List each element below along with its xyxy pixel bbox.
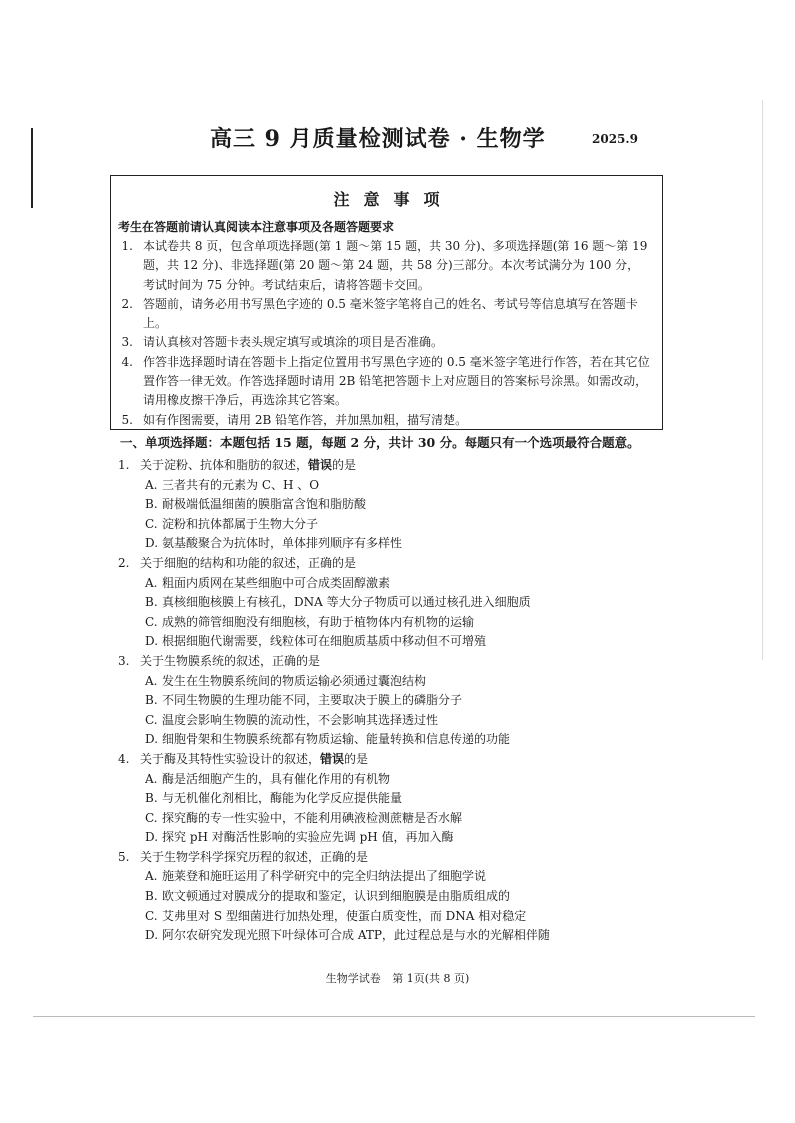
option-a: A. 粗面内质网在某些细胞中可合成类固醇激素 [145, 575, 391, 590]
question-list [118, 456, 678, 946]
exam-title: 高三 9 月质量检测试卷 · 生物学 [210, 126, 546, 152]
notice-item-number: 4. [121, 354, 133, 369]
emphasis-text: 错误 [320, 751, 345, 766]
question-text: 关于生物膜系统的叙述，正确的是 [140, 653, 321, 668]
option-d: D. 阿尔农研究发现光照下叶绿体可合成 ATP，此过程总是与水的光解相伴随 [145, 928, 550, 943]
emphasis-text: 错误 [308, 458, 333, 472]
notice-item [111, 237, 662, 295]
option-b: B. 真核细胞核膜上有核孔，DNA 等大分子物质可以通过核孔进入细胞质 [145, 595, 531, 610]
notice-intro: 考生在答题前请认真阅读本注意事项及各题答题要求 [118, 220, 395, 234]
footer-page-number: 第 1页(共 8 页) [392, 972, 470, 985]
option-b: B. 与无机催化剂相比，酶能为化学反应提供能量 [145, 791, 403, 806]
option-b: B. 欧文顿通过对膜成分的提取和鉴定，认识到细胞膜是由脂质组成的 [145, 889, 511, 904]
option-d: D. 氨基酸聚合为抗体时，单体排列顺序有多样性 [145, 536, 403, 551]
scan-edge-line [762, 100, 763, 660]
page-footer [0, 970, 795, 986]
option-b: B. 耐极端低温细菌的膜脂富含饱和脂肪酸 [145, 497, 367, 512]
option-c: C. 探究酶的专一性实验中，不能利用碘液检测蔗糖是否水解 [145, 810, 463, 825]
notice-item [111, 411, 662, 430]
footer-subject: 生物学试卷 [325, 972, 381, 985]
question-number: 4. [118, 751, 130, 766]
section-heading: 一、单项选择题：本题包括 15 题，每题 2 分，共计 30 分。每题只有一个选项最符合题意。 [120, 435, 640, 450]
question-number: 5. [118, 849, 130, 864]
question-stem [118, 750, 678, 770]
option-a: A. 三者共有的元素为 C、H 、O [145, 477, 320, 492]
notice-heading: 注意事项 [333, 190, 454, 209]
question-number: 3. [118, 653, 130, 668]
notice-item [111, 295, 662, 334]
option-a: A. 酶是活细胞产生的，具有催化作用的有机物 [145, 771, 391, 786]
notice-item-number: 1. [121, 239, 133, 253]
title-row [0, 122, 795, 158]
question-text: 关于生物学科学探究历程的叙述，正确的是 [140, 849, 369, 864]
notice-item-text: 本试卷共 8 页，包含单项选择题(第 1 题～第 15 题，共 30 分)、多项选择题(第 16 题～第 19 题，共 12 分)、非选择题(第 20 题～第 24 题，共 58 分)三部分。本次考试满分为 100 分，考试时间为 75 分钟。考试结束后，请将答题卡交回。 [143, 239, 648, 292]
option-a: A. 施莱登和施旺运用了科学研究中的完全归纳法提出了细胞学说 [145, 869, 487, 884]
question [118, 554, 678, 652]
exam-date: 2025.9 [592, 132, 638, 146]
notice-item-number: 3. [121, 335, 133, 350]
option-d: D. 细胞骨架和生物膜系统都有物质运输、能量转换和信息传递的功能 [145, 732, 511, 747]
notice-item [111, 353, 662, 411]
notice-item-text: 答题前，请务必用书写黑色字迹的 0.5 毫米签字笔将自己的姓名、考试号等信息填写在答题卡上。 [143, 296, 638, 331]
question-number: 2. [118, 555, 130, 570]
notice-item-text: 作答非选择题时请在答题卡上指定位置用书写黑色字迹的 0.5 毫米签字笔进行作答，若在其它位置作答一律无效。作答选择题时请用 2B 铅笔把答题卡上对应题目的答案标号涂黑。如需改动，请用橡皮擦干净后，再选涂其它答案。 [143, 354, 650, 408]
notice-item-number: 5. [121, 412, 133, 427]
question-stem [118, 652, 678, 672]
question-stem [118, 456, 678, 476]
option-a: A. 发生在生物膜系统间的物质运输必须通过囊泡结构 [145, 673, 427, 688]
question-text: 关于细胞的结构和功能的叙述，正确的是 [140, 555, 357, 570]
question-number: 1. [118, 458, 130, 472]
notice-item-number: 2. [121, 296, 133, 311]
question [118, 848, 678, 946]
question-text: 关于淀粉、抗体和脂肪的叙述，错误的是 [140, 458, 357, 472]
question-stem [118, 554, 678, 574]
question [118, 652, 678, 750]
scan-edge-line [33, 1016, 755, 1017]
option-d: D. 探究 pH 对酶活性影响的实验应先调 pH 值，再加入酶 [145, 830, 454, 845]
notice-list [111, 237, 662, 430]
question-text: 关于酶及其特性实验设计的叙述，错误的是 [140, 751, 369, 766]
notice-item-text: 请认真核对答题卡表头规定填写或填涂的项目是否准确。 [143, 335, 444, 350]
option-c: C. 成熟的筛管细胞没有细胞核，有助于植物体内有机物的运输 [145, 614, 475, 629]
notice-item [111, 333, 662, 352]
notice-item-text: 如有作图需要，请用 2B 铅笔作答，并加黑加粗，描写清楚。 [143, 412, 468, 427]
option-c: C. 淀粉和抗体都属于生物大分子 [145, 516, 319, 531]
option-c: C. 温度会影响生物膜的流动性，不会影响其选择透过性 [145, 712, 439, 727]
notice-box [110, 175, 663, 430]
option-b: B. 不同生物膜的生理功能不同，主要取决于膜上的磷脂分子 [145, 693, 463, 708]
option-c: C. 艾弗里对 S 型细菌进行加热处理，使蛋白质变性，而 DNA 相对稳定 [145, 908, 527, 923]
option-d: D. 根据细胞代谢需要，线粒体可在细胞质基质中移动但不可增殖 [145, 634, 487, 649]
question [118, 456, 678, 554]
question-stem [118, 848, 678, 868]
question [118, 750, 678, 848]
